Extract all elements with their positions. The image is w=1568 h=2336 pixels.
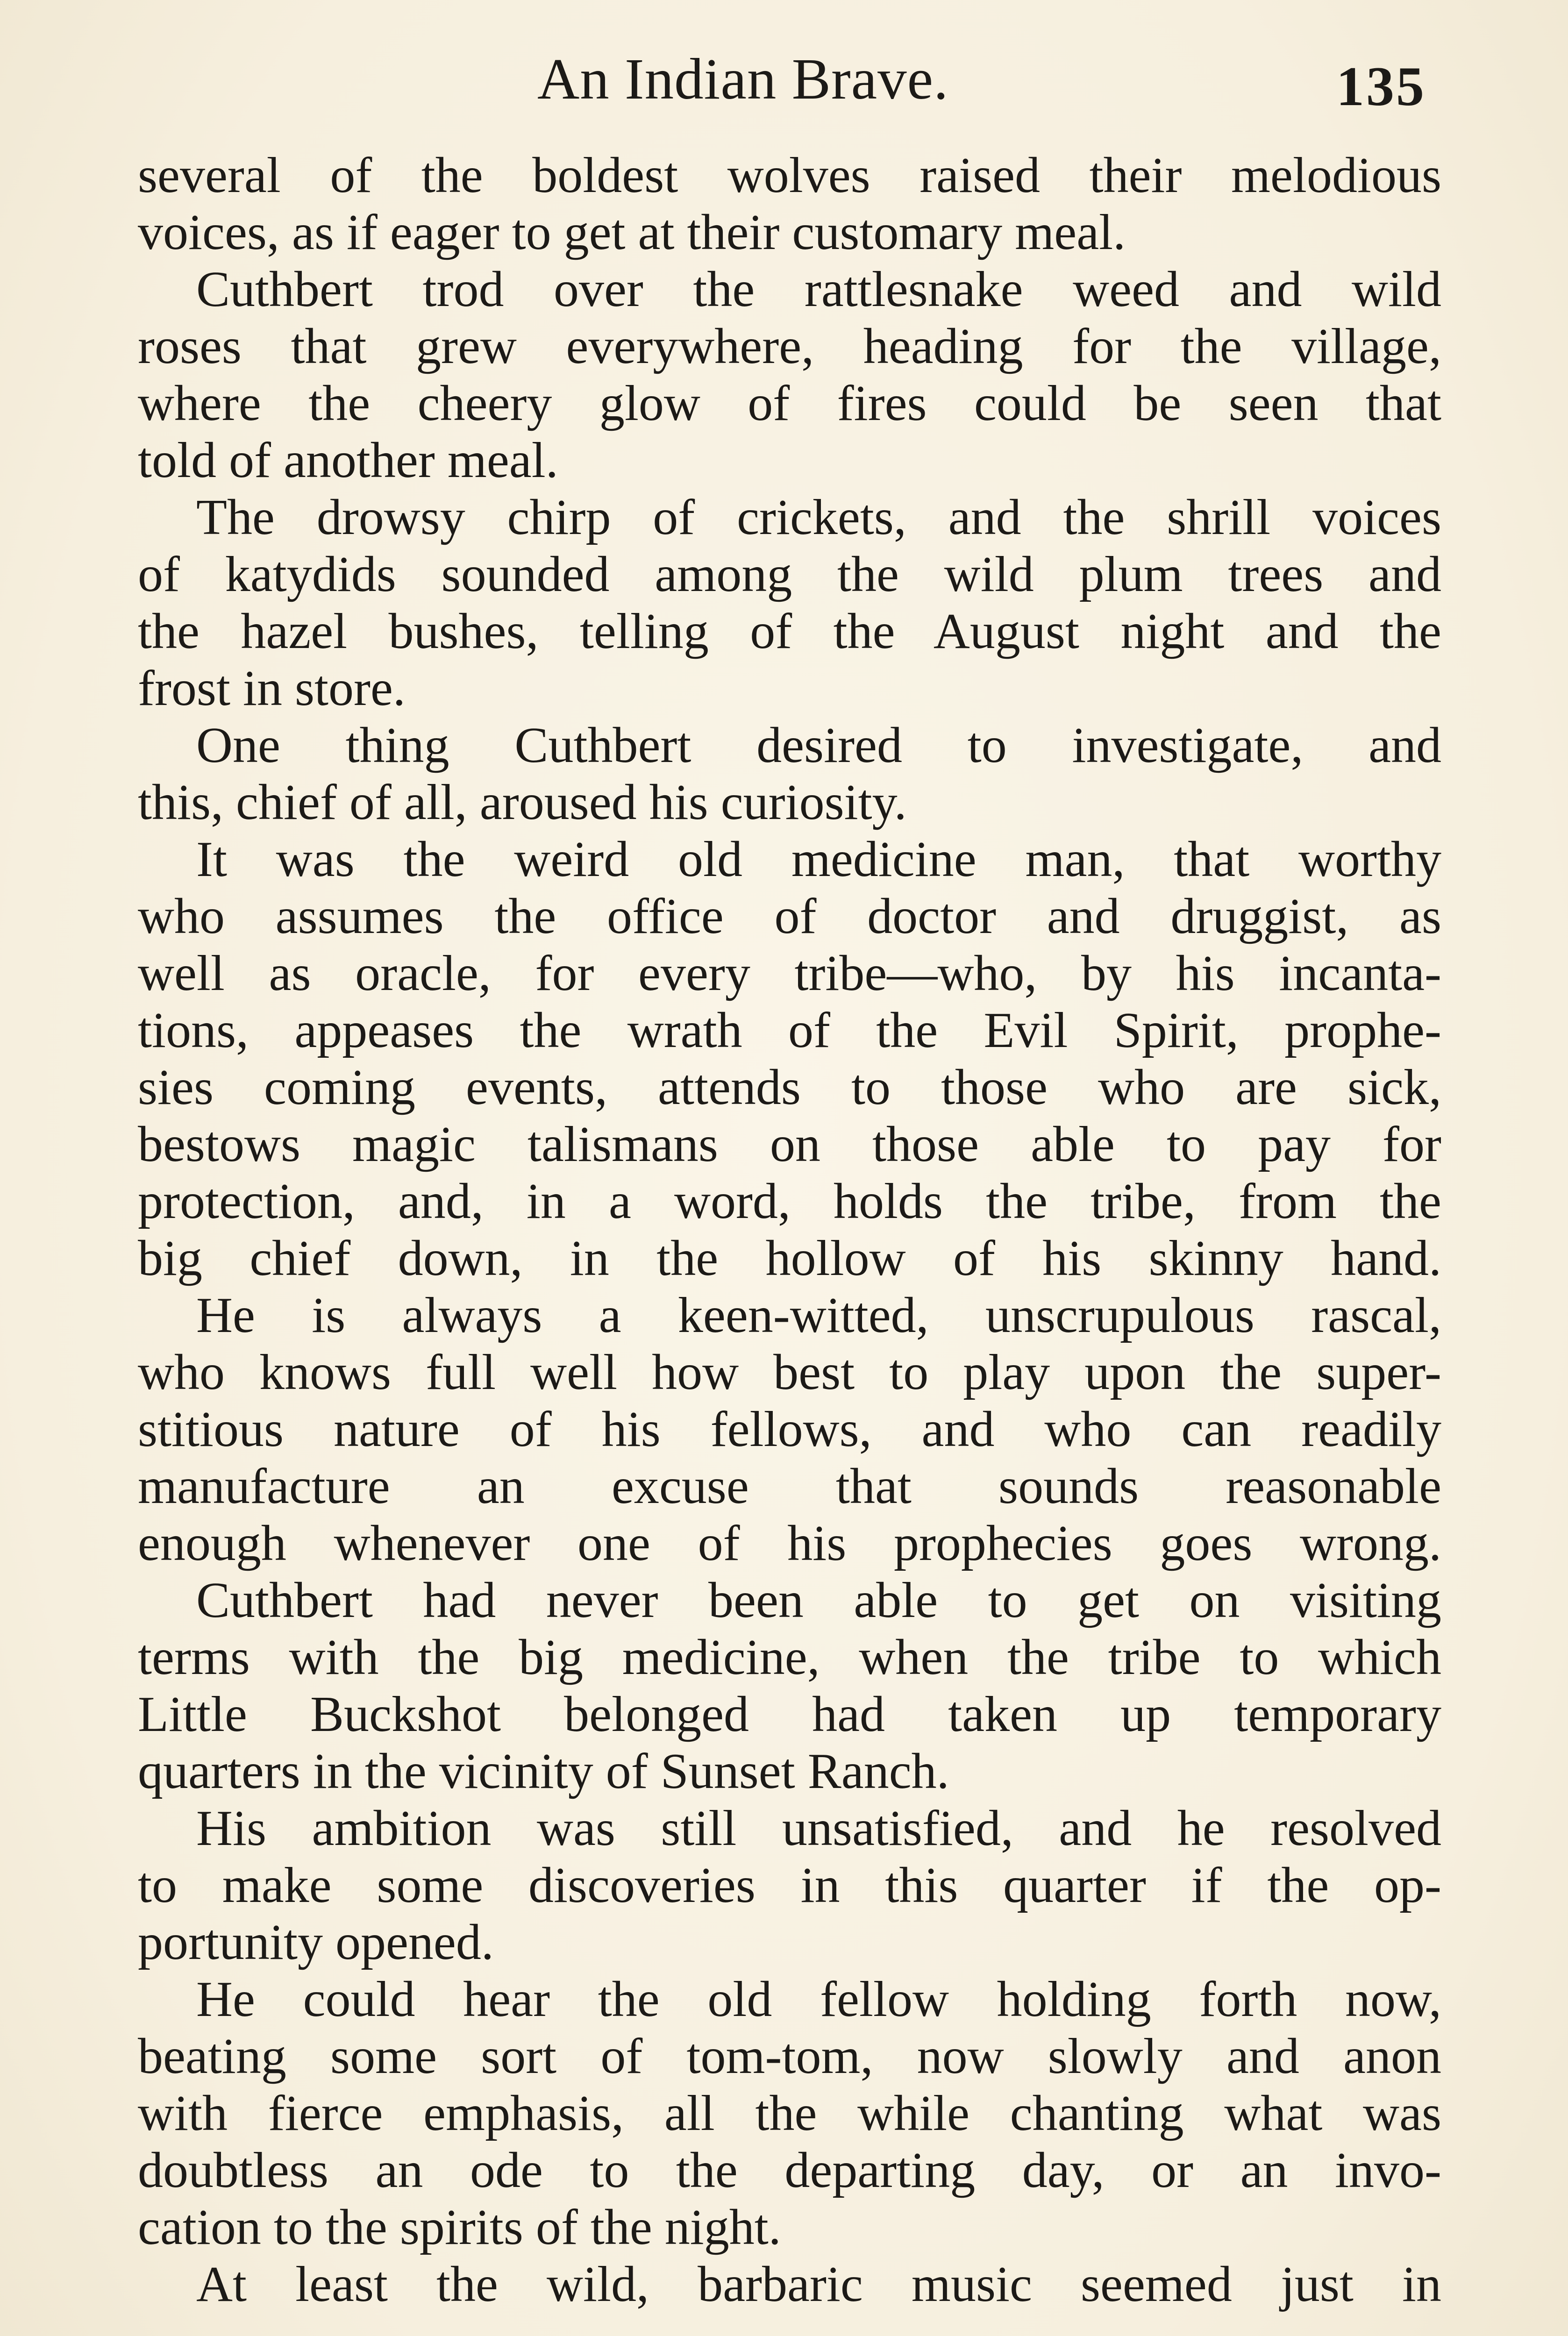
page-number: 135 bbox=[1336, 55, 1426, 117]
text-line: terms with the big medicine, when the tribe to which bbox=[138, 1630, 1441, 1685]
text-line: portunity opened. bbox=[138, 1915, 494, 1970]
text-line: doubtless an ode to the departing day, or an invo- bbox=[138, 2143, 1441, 2198]
text-line: Little Buckshot belonged had taken up temporary bbox=[138, 1687, 1441, 1742]
body-text bbox=[138, 147, 1441, 2336]
text-line: this, chief of all, aroused his curiosity. bbox=[138, 775, 907, 830]
text-line: told of another meal. bbox=[138, 433, 558, 488]
text-line: sies coming events, attends to those who are sick, bbox=[138, 1060, 1441, 1115]
text-line: frost in store. bbox=[138, 661, 406, 716]
text-line: beating some sort of tom-tom, now slowly and anon bbox=[138, 2029, 1441, 2084]
text-line: Cuthbert had never been able to get on visiting bbox=[196, 1573, 1441, 1628]
text-line: He is always a keen-witted, unscrupulous rascal, bbox=[196, 1288, 1441, 1343]
text-line: roses that grew everywhere, heading for the village, bbox=[138, 319, 1441, 374]
text-line: well as oracle, for every tribe—who, by his incanta- bbox=[138, 946, 1441, 1001]
text-line: of katydids sounded among the wild plum trees and bbox=[138, 547, 1441, 602]
text-line: quarters in the vicinity of Sunset Ranch. bbox=[138, 1744, 949, 1799]
text-line: to make some discoveries in this quarter if the op- bbox=[138, 1858, 1441, 1913]
text-line: where the cheery glow of fires could be seen that bbox=[138, 376, 1441, 431]
text-line: protection, and, in a word, holds the tribe, from the bbox=[138, 1174, 1441, 1229]
text-line: cation to the spirits of the night. bbox=[138, 2200, 781, 2255]
text-line: His ambition was still unsatisfied, and he resolved bbox=[196, 1801, 1441, 1856]
text-line: He could hear the old fellow holding forth now, bbox=[196, 1972, 1441, 2027]
text-line: bestows magic talismans on those able to pay for bbox=[138, 1117, 1441, 1172]
text-line: enough whenever one of his prophecies goes wrong. bbox=[138, 1516, 1441, 1571]
text-line: stitious nature of his fellows, and who can readily bbox=[138, 1402, 1441, 1457]
text-line: Cuthbert trod over the rattlesnake weed and wild bbox=[196, 262, 1441, 317]
text-line: It was the weird old medicine man, that worthy bbox=[196, 832, 1441, 887]
text-line: At least the wild, barbaric music seemed just in bbox=[196, 2257, 1441, 2312]
text-line: One thing Cuthbert desired to investigate, and bbox=[196, 718, 1441, 773]
text-line: who assumes the office of doctor and druggist, as bbox=[138, 889, 1441, 944]
text-line: The drowsy chirp of crickets, and the shrill voices bbox=[196, 490, 1441, 545]
text-line: several of the boldest wolves raised their melodious bbox=[138, 148, 1441, 203]
text-line: voices, as if eager to get at their customary meal. bbox=[138, 205, 1126, 260]
text-line: with fierce emphasis, all the while chanting what was bbox=[138, 2086, 1441, 2141]
text-line: manufacture an excuse that sounds reasonable bbox=[138, 1459, 1441, 1514]
text-line: big chief down, in the hollow of his skinny hand. bbox=[138, 1231, 1441, 1286]
text-line: who knows full well how best to play upon the super- bbox=[138, 1345, 1441, 1400]
text-line: the hazel bushes, telling of the August night and the bbox=[138, 604, 1441, 659]
running-head-title: An Indian Brave. bbox=[537, 47, 949, 112]
text-line: tions, appeases the wrath of the Evil Spirit, prophe- bbox=[138, 1003, 1441, 1058]
